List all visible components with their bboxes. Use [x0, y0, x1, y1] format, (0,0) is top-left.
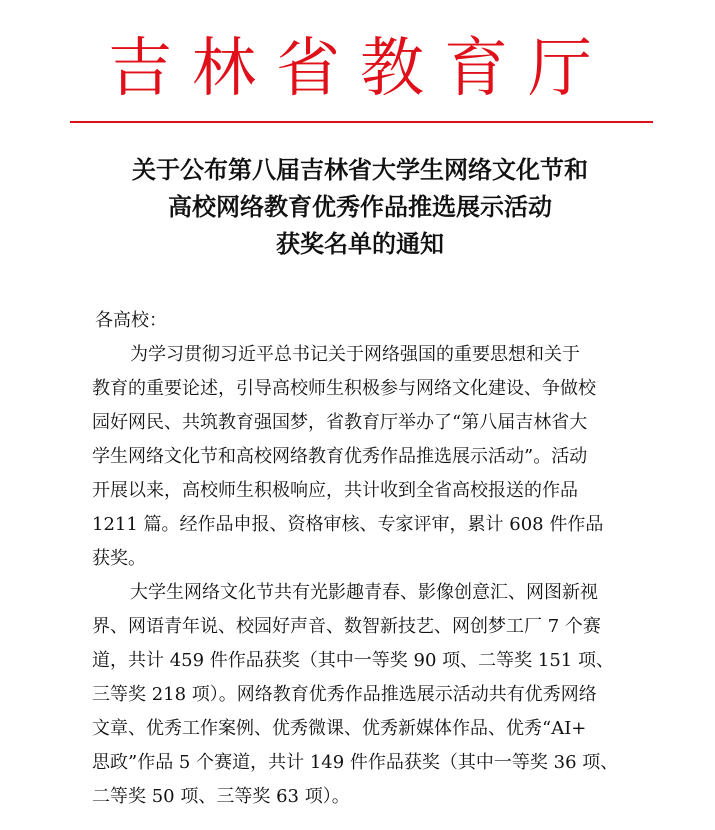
paragraph-line: 界、网语青年说、校园好声音、数智新技艺、网创梦工厂 7 个赛: [92, 616, 601, 637]
paragraph-line: 获奖。: [92, 548, 146, 569]
paragraph-line: 大学生网络文化节共有光影趣青春、影像创意汇、网图新视: [130, 582, 598, 603]
paragraph-line: 为学习贯彻习近平总书记关于网络强国的重要思想和关于: [130, 344, 580, 365]
document-title: [40, 152, 680, 263]
title-line: 获奖名单的通知: [276, 230, 444, 258]
red-header-rule: [70, 121, 653, 123]
masthead-org-name: 吉林省教育厅: [108, 32, 612, 106]
paragraph-line: 文章、优秀工作案例、优秀微课、优秀新媒体作品、优秀“AI+: [92, 718, 587, 739]
paragraph-1: [92, 338, 632, 576]
title-line: 关于公布第八届吉林省大学生网络文化节和: [132, 156, 588, 184]
paragraph-line: 1211 篇。经作品申报、资格审核、专家评审，累计 608 件作品: [92, 514, 604, 535]
paragraph-2: [92, 576, 632, 814]
salutation: 各高校：: [95, 310, 167, 331]
paragraph-line: 思政”作品 5 个赛道，共计 149 件作品获奖（其中一等奖 36 项、: [92, 752, 619, 773]
paragraph-line: 园好网民、共筑教育强国梦，省教育厅举办了“第八届吉林省大: [92, 412, 588, 433]
paragraph-line: 道，共计 459 件作品获奖（其中一等奖 90 项、二等奖 151 项、: [92, 650, 614, 671]
paragraph-line: 学生网络文化节和高校网络教育优秀作品推选展示活动”。活动: [92, 446, 588, 467]
paragraph-line: 教育的重要论述，引导高校师生积极参与网络文化建设、争做校: [92, 378, 596, 399]
paragraph-line: 二等奖 50 项、三等奖 63 项）。: [92, 786, 350, 807]
title-line: 高校网络教育优秀作品推选展示活动: [168, 193, 552, 221]
paragraph-line: 三等奖 218 项）。网络教育优秀作品推选展示活动共有优秀网络: [92, 684, 597, 705]
paragraph-line: 开展以来，高校师生积极响应，共计收到全省高校报送的作品: [92, 480, 578, 501]
